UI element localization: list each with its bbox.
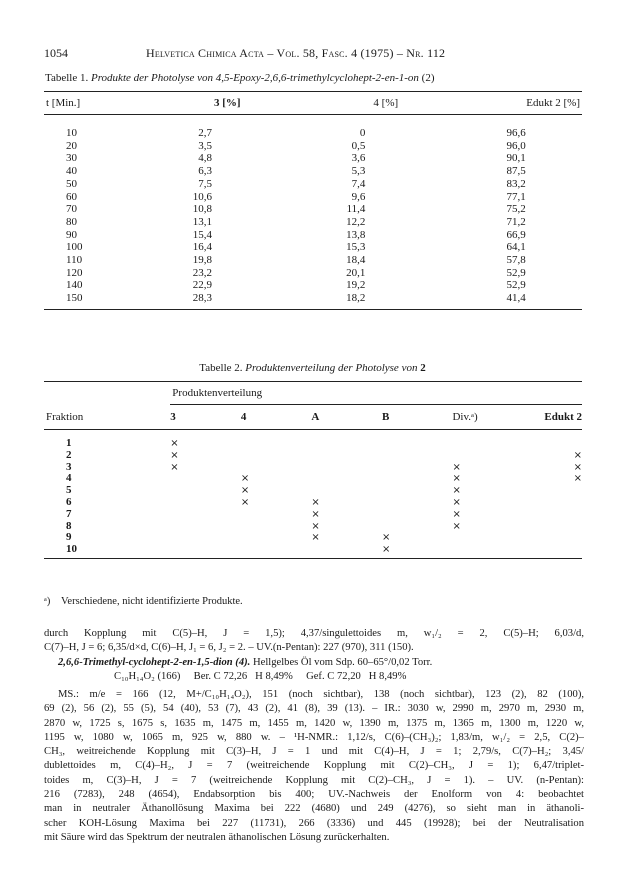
yield-3-cell-value: 6,3 (198, 165, 212, 178)
spectra-line: 1195 w, 1080 w, 1065 m, 925 w, 880 w. – ¹H-NMR.: 1,12/s, C(6)–(CH₃)₂; 1,83/m, w₁/₂ = 2,5, C(2)– (44, 731, 584, 743)
spectra-line: CH₃, weitreichende Kopplung mit C(3)–H, J = 1 und mit C(4)–H, J = 1; 2,79/s, C(7)–H₂; 3,45/ (44, 746, 584, 758)
table2-col-B: B (382, 405, 453, 430)
spectra-line: dublettoides m, C(4)–H₂, J = 7 (weitreichende Kopplung mit C(2)–CH₃, J = 1); 6,47/triplet- (44, 760, 584, 772)
table2 (44, 381, 582, 559)
table-row (44, 267, 582, 280)
table2-caption (0, 362, 625, 374)
presence-cell-cE (524, 473, 582, 485)
yield-3-cell (168, 229, 331, 242)
table-row (44, 115, 582, 140)
presence-mark: × (452, 496, 461, 508)
presence-mark: × (311, 532, 320, 544)
presence-cell-cA (311, 521, 382, 533)
yield-3-cell-value: 10,6 (192, 190, 212, 203)
yield-3-cell (168, 191, 331, 204)
edukt-cell (490, 203, 582, 216)
edukt-cell-value: 75,2 (506, 203, 526, 216)
yield-4-cell (331, 267, 490, 280)
yield-4-cell (331, 203, 490, 216)
yield-4-cell-value: 0,5 (351, 139, 366, 152)
presence-cell-cB (382, 521, 453, 533)
presence-cell-cE (524, 532, 582, 544)
yield-4-cell (331, 241, 490, 254)
presence-cell-cA (311, 473, 382, 485)
presence-mark: × (573, 473, 582, 485)
spectra-line: scher KOH-Lösung Maxima bei 227 (11731), 266 (3336) und 445 (19928); bei der Neutralisation (44, 817, 584, 829)
presence-mark: × (170, 461, 179, 473)
presence-cell-cB (382, 473, 453, 485)
yield-3-cell-value: 13,1 (192, 215, 212, 228)
spectra-line: toides m, C(3)–H, J = 7 (weitreichende Kopplung mit C(2)–CH₃, J = 1). – UV. (n-Pentan): (44, 774, 584, 786)
fraction-number: 7 (66, 507, 72, 520)
presence-cell-c4 (241, 509, 312, 521)
yield-3-cell-value: 19,8 (192, 254, 212, 267)
yield-3-cell-value: 23,2 (192, 266, 212, 279)
yield-4-cell (331, 292, 490, 309)
edukt-cell (490, 152, 582, 165)
fraction-number: 3 (66, 460, 72, 473)
yield-4-cell-value: 3,6 (351, 152, 366, 165)
table-row (44, 241, 582, 254)
compound-heading (44, 656, 584, 685)
presence-cell-cE (524, 450, 582, 462)
footnote-mark: ᵃ) (44, 596, 51, 607)
presence-mark: × (170, 438, 179, 449)
yield-4-cell (331, 191, 490, 204)
yield-4-cell (331, 152, 490, 165)
presence-mark: × (452, 461, 461, 473)
presence-mark: × (452, 485, 461, 497)
yield-3-cell (168, 140, 331, 153)
presence-mark: × (573, 461, 582, 473)
compound-title: 2,6,6-Trimethyl-cyclohept-2-en-1,5-dion (4). (58, 657, 251, 668)
compound-description: Hellgelbes Öl vom Sdp. 60–65°/0,02 Torr. (252, 657, 433, 668)
table-row (44, 216, 582, 229)
time-cell: 50 (66, 177, 77, 190)
table-row (44, 279, 582, 292)
yield-3-cell-value: 28,3 (192, 292, 212, 305)
yield-4-cell-value: 12,2 (346, 215, 366, 228)
fraction-number: 9 (66, 531, 72, 544)
table-row (44, 497, 582, 509)
table-row (44, 450, 582, 462)
yield-4-cell-value: 9,6 (351, 190, 366, 203)
presence-mark: × (240, 496, 250, 508)
presence-mark: × (452, 520, 461, 532)
yield-3-cell-value: 10,8 (192, 203, 212, 216)
fraction-number: 5 (66, 484, 72, 497)
fraction-number: 10 (66, 543, 77, 556)
presence-cell-c3 (170, 509, 241, 521)
presence-cell-cE (524, 497, 582, 509)
body-paragraph-1 (44, 627, 584, 656)
elemental-analysis: C₁₀H₁₄O₂ (166) Ber. C 72,26 H 8,49% Gef. C 72,20 H 8,49% (114, 671, 407, 683)
table1 (44, 91, 582, 310)
presence-cell-c4 (241, 462, 312, 474)
presence-mark: × (240, 485, 250, 497)
spectra-line: 216 (7283), 248 (4654), Endabsorption bis 400; UV.-Nachweis der Enolform von 4: beobachtet (44, 789, 584, 801)
yield-4-cell (331, 165, 490, 178)
edukt-cell-value: 41,4 (506, 292, 526, 305)
table-row (44, 509, 582, 521)
presence-mark: × (170, 449, 179, 461)
table-row (44, 473, 582, 485)
presence-mark: × (452, 508, 461, 520)
presence-cell-cB (382, 544, 453, 558)
presence-cell-cA (311, 485, 382, 497)
yield-3-cell (168, 165, 331, 178)
table2-footnote (44, 596, 243, 607)
fraction-number: 8 (66, 519, 72, 532)
presence-cell-cD (452, 430, 524, 450)
presence-cell-cA (311, 430, 382, 450)
yield-3-cell (168, 292, 331, 309)
table2-header-row (44, 405, 582, 430)
table-row (44, 178, 582, 191)
presence-cell-cA (311, 544, 382, 558)
presence-cell-cE (524, 509, 582, 521)
presence-cell-c3 (170, 521, 241, 533)
edukt-cell (490, 140, 582, 153)
table-row (44, 203, 582, 216)
presence-cell-c4 (241, 485, 312, 497)
table1-caption (45, 72, 585, 84)
yield-3-cell-value: 22,9 (192, 279, 212, 292)
presence-mark: × (573, 449, 582, 461)
presence-cell-cD (452, 544, 524, 558)
presence-cell-cB (382, 485, 453, 497)
table1-col-edukt: Edukt 2 [%] (526, 97, 580, 109)
time-cell: 10 (66, 127, 77, 139)
presence-cell-cE (524, 485, 582, 497)
page-number: 1054 (44, 46, 68, 60)
spectra-line: MS.: m/e = 166 (12, M+/C₁₀H₁₄O₂), 151 (noch sichtbar), 138 (noch sichtbar), 123 (2), 82 (100), (58, 689, 584, 700)
yield-3-cell (168, 115, 331, 140)
yield-3-cell (168, 178, 331, 191)
presence-cell-c4 (241, 497, 312, 509)
presence-cell-c3 (170, 430, 241, 450)
table-row (44, 254, 582, 267)
yield-3-cell-value: 7,5 (198, 177, 212, 190)
presence-cell-cD (452, 462, 524, 474)
presence-mark: × (311, 508, 320, 520)
presence-cell-cE (524, 462, 582, 474)
presence-mark: × (381, 544, 391, 556)
spectra-line: man in neutraler Äthanollösung Maxima bei 222 (4680) und 249 (4276), so sieht man in äthanoli- (44, 803, 584, 815)
table2-caption-title: Produktenverteilung der Photolyse von (245, 362, 418, 374)
yield-4-cell-value: 0 (359, 127, 366, 139)
presence-cell-c4 (241, 521, 312, 533)
presence-cell-cD (452, 450, 524, 462)
presence-mark: × (452, 473, 461, 485)
table2-group-header: Produktenverteilung (170, 382, 582, 405)
presence-cell-c3 (170, 473, 241, 485)
table-row (44, 521, 582, 533)
journal-title: Helvetica Chimica Acta – Vol. 58, Fasc. 4 (1975) – Nr. 112 (146, 46, 446, 60)
edukt-cell (490, 279, 582, 292)
table1-col-time: t [Min.] (46, 97, 81, 109)
presence-mark: × (240, 473, 250, 485)
presence-cell-cA (311, 532, 382, 544)
table2-col-edukt: Edukt 2 (524, 405, 582, 430)
yield-4-cell (331, 216, 490, 229)
edukt-cell-value: 96,6 (506, 127, 526, 139)
yield-4-cell (331, 279, 490, 292)
time-cell: 60 (66, 190, 77, 203)
presence-mark: × (311, 520, 320, 532)
table-row (44, 544, 582, 558)
edukt-cell (490, 229, 582, 242)
time-cell: 150 (66, 292, 83, 305)
body-line-1: durch Kopplung mit C(5)–H, J = 1,5); 4,37/singulettoides m, w₁/₂ = 2, C(5)–H; 6,03/d, (44, 628, 584, 639)
yield-4-cell (331, 115, 490, 140)
presence-cell-c3 (170, 497, 241, 509)
edukt-cell-value: 57,8 (506, 254, 526, 267)
presence-cell-c4 (241, 430, 312, 450)
edukt-cell (490, 267, 582, 280)
edukt-cell (490, 191, 582, 204)
table1-caption-prefix: Tabelle 1. (45, 72, 89, 84)
presence-cell-cD (452, 509, 524, 521)
table1-body (44, 115, 582, 310)
yield-3-cell-value: 3,5 (198, 139, 212, 152)
presence-cell-c4 (241, 544, 312, 558)
table2-caption-prefix: Tabelle 2. (199, 362, 243, 374)
presence-cell-cD (452, 521, 524, 533)
time-cell: 110 (66, 254, 83, 267)
time-cell: 90 (66, 228, 77, 241)
table1-caption-suffix: (2) (421, 72, 435, 84)
presence-cell-cE (524, 544, 582, 558)
yield-4-cell-value: 15,3 (346, 241, 366, 254)
yield-3-cell (168, 152, 331, 165)
presence-cell-cB (382, 509, 453, 521)
yield-4-cell-value: 18,2 (346, 292, 366, 305)
fraction-number: 2 (66, 448, 72, 461)
presence-cell-cA (311, 450, 382, 462)
table-row (44, 229, 582, 242)
yield-4-cell (331, 140, 490, 153)
edukt-cell-value: 52,9 (506, 266, 526, 279)
fraction-number: 1 (66, 437, 72, 449)
table-row (44, 152, 582, 165)
presence-cell-c3 (170, 485, 241, 497)
yield-3-cell-value: 15,4 (192, 228, 212, 241)
presence-cell-cB (382, 532, 453, 544)
edukt-cell-value: 96,0 (506, 139, 526, 152)
table2-col-fraktion: Fraktion (44, 405, 170, 430)
table-row (44, 140, 582, 153)
presence-mark: × (381, 532, 391, 544)
yield-4-cell-value: 19,2 (346, 279, 366, 292)
body-line-2: C(7)–H, J = 6; 6,35/d×d, C(6)–H, J₁ = 6, J₂ = 2. – UV.(n-Pentan): 227 (970), 311 (150). (44, 642, 414, 654)
edukt-cell-value: 83,2 (506, 177, 526, 190)
edukt-cell-value: 64,1 (506, 241, 526, 254)
edukt-cell (490, 292, 582, 309)
spectra-line: 69 (2), 56 (2), 55 (5), 54 (40), 53 (7), 43 (2), 41 (8), 39 (13). – IR.: 3030 w, 2990 m, 2970 m, 2930 m, (44, 703, 584, 715)
table2-col-3: 3 (170, 405, 241, 430)
presence-cell-cE (524, 430, 582, 450)
yield-3-cell (168, 254, 331, 267)
presence-cell-c3 (170, 462, 241, 474)
time-cell: 70 (66, 203, 77, 216)
yield-3-cell-value: 2,7 (198, 127, 212, 139)
table-row (44, 485, 582, 497)
yield-3-cell-value: 16,4 (192, 241, 212, 254)
table2-col-div: Div.ᵃ) (452, 405, 524, 430)
time-cell: 80 (66, 215, 77, 228)
presence-cell-cB (382, 497, 453, 509)
table1-col-4: 4 [%] (373, 97, 399, 109)
yield-3-cell (168, 279, 331, 292)
table1-col-3: 3 [%] (213, 97, 241, 109)
table-row (44, 165, 582, 178)
edukt-cell-value: 66,9 (506, 228, 526, 241)
presence-cell-cD (452, 473, 524, 485)
edukt-cell-value: 71,2 (506, 215, 526, 228)
presence-cell-c3 (170, 532, 241, 544)
edukt-cell-value: 90,1 (506, 152, 526, 165)
yield-4-cell (331, 178, 490, 191)
table2-caption-suffix: 2 (420, 362, 426, 374)
presence-cell-cA (311, 509, 382, 521)
edukt-cell-value: 77,1 (506, 190, 526, 203)
spectra-paragraph (44, 688, 584, 845)
presence-cell-c3 (170, 450, 241, 462)
yield-4-cell-value: 11,4 (346, 203, 366, 216)
edukt-cell-value: 52,9 (506, 279, 526, 292)
presence-cell-c4 (241, 450, 312, 462)
spectra-line: mit Säure wird das Spektrum der neutralen äthanolischen Lösung zurückerhalten. (44, 831, 390, 843)
yield-3-cell-value: 4,8 (198, 152, 212, 165)
table-row (44, 191, 582, 204)
presence-cell-cD (452, 485, 524, 497)
table1-caption-title: Produkte der Photolyse von 4,5-Epoxy-2,6,6-trimethylcyclohept-2-en-1-on (90, 72, 419, 84)
time-cell: 100 (66, 241, 83, 254)
table-row (44, 532, 582, 544)
presence-cell-cD (452, 497, 524, 509)
yield-4-cell-value: 7,4 (351, 177, 366, 190)
yield-3-cell (168, 216, 331, 229)
presence-cell-cD (452, 532, 524, 544)
presence-cell-cB (382, 462, 453, 474)
footnote-text: Verschiedene, nicht identifizierte Produkte. (61, 596, 243, 607)
table-row (44, 462, 582, 474)
yield-3-cell (168, 203, 331, 216)
yield-3-cell (168, 241, 331, 254)
edukt-cell (490, 241, 582, 254)
presence-cell-c3 (170, 544, 241, 558)
presence-cell-cB (382, 450, 453, 462)
yield-4-cell-value: 18,4 (346, 254, 366, 267)
table2-group-header-row (44, 382, 582, 405)
presence-mark: × (311, 496, 320, 508)
time-cell: 120 (66, 266, 83, 279)
table2-col-A: A (311, 405, 382, 430)
table1-header-row (44, 92, 582, 115)
time-cell: 140 (66, 279, 83, 292)
fraction-number: 4 (66, 472, 72, 485)
yield-4-cell (331, 229, 490, 242)
yield-3-cell (168, 267, 331, 280)
edukt-cell (490, 165, 582, 178)
presence-cell-c4 (241, 532, 312, 544)
edukt-cell (490, 115, 582, 140)
presence-cell-cA (311, 497, 382, 509)
table2-col-4: 4 (241, 405, 312, 430)
table-row (44, 430, 582, 450)
presence-cell-cE (524, 521, 582, 533)
presence-cell-c4 (241, 473, 312, 485)
presence-cell-cB (382, 430, 453, 450)
edukt-cell (490, 178, 582, 191)
edukt-cell (490, 216, 582, 229)
table-row (44, 292, 582, 309)
time-cell: 30 (66, 152, 77, 165)
table2-body (44, 430, 582, 559)
time-cell: 20 (66, 139, 77, 152)
yield-4-cell-value: 5,3 (351, 165, 366, 178)
yield-4-cell (331, 254, 490, 267)
presence-cell-cA (311, 462, 382, 474)
yield-4-cell-value: 20,1 (346, 266, 366, 279)
edukt-cell-value: 87,5 (506, 165, 526, 178)
time-cell: 40 (66, 165, 77, 178)
yield-4-cell-value: 13,8 (346, 228, 366, 241)
spectra-line: 2870 w, 1725 s, 1675 s, 1635 m, 1475 m, 1455 m, 1420 w, 1390 m, 1375 m, 1365 m, 1300 m, 1220 w, (44, 717, 584, 729)
edukt-cell (490, 254, 582, 267)
fraction-number: 6 (66, 495, 72, 508)
